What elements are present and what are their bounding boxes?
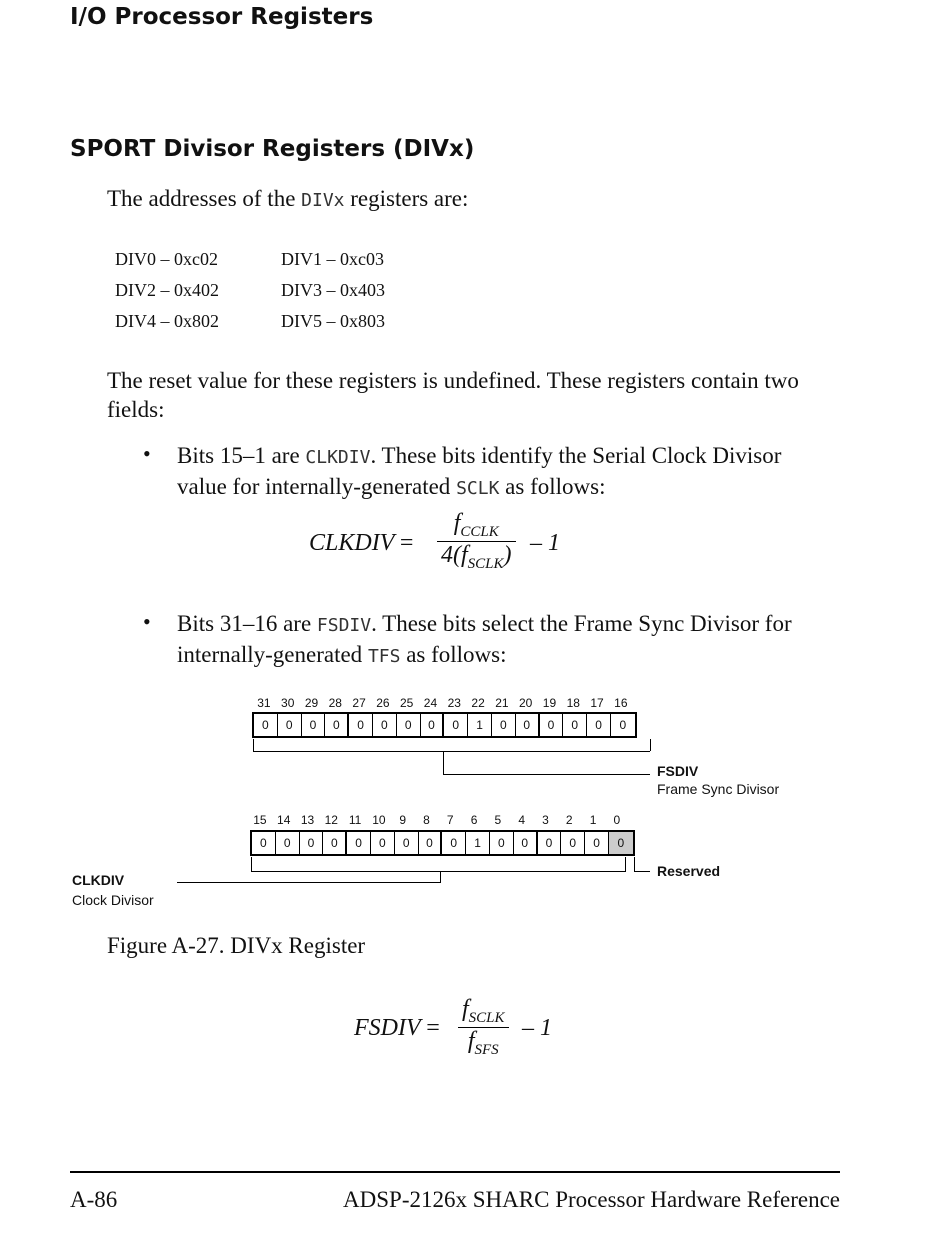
bit-cell: 0 — [323, 832, 347, 854]
page-header: I/O Processor Registers — [70, 4, 374, 30]
eq1-fraction: $f_{CCLK}$ $4(f_{SCLK})$ — [437, 510, 516, 573]
lower-bracket-left — [251, 857, 252, 871]
bit-cell: 0 — [302, 714, 326, 736]
bit-cell: 0 — [516, 714, 540, 736]
eq2-lhs: FSDIV = — [354, 1015, 440, 1041]
bit-number: 13 — [300, 813, 315, 827]
bit-cell: 0 — [300, 832, 324, 854]
bit-number: 27 — [352, 696, 366, 710]
address-div2: DIV2 – 0x402 — [115, 280, 219, 300]
upper-bracket-left — [253, 739, 254, 751]
footer-title: ADSP-2126x SHARC Processor Hardware Reference — [343, 1187, 840, 1212]
address-div3: DIV3 – 0x403 — [281, 280, 385, 300]
bit-cell: 0 — [585, 832, 609, 854]
bit-cell: 0 — [276, 832, 300, 854]
bit-number: 5 — [494, 813, 502, 827]
bit-number: 0 — [613, 813, 621, 827]
bit-cell: 0 — [563, 714, 587, 736]
bit-number: 6 — [470, 813, 478, 827]
bit-cell: 0 — [561, 832, 585, 854]
bit-number: 21 — [495, 696, 509, 710]
upper-bracket-right — [650, 739, 651, 751]
clkdiv-field-desc: Clock Divisor — [72, 892, 154, 908]
bit-number: 4 — [518, 813, 525, 827]
bit-cell: 0 — [421, 714, 445, 736]
bit-number: 10 — [372, 813, 386, 827]
bit-cell: 0 — [538, 832, 562, 854]
bit-number: 1 — [589, 813, 597, 827]
bit-number: 22 — [471, 696, 485, 710]
bit-cell: 0 — [419, 832, 443, 854]
address-div0: DIV0 – 0xc02 — [115, 249, 218, 269]
bit-number: 25 — [400, 696, 414, 710]
intro-text: The addresses of the DIVx registers are: — [107, 186, 469, 211]
bit-number: 30 — [281, 696, 295, 710]
eq2-tail: – 1 — [522, 1015, 552, 1041]
bit-number: 31 — [257, 696, 271, 710]
bit-cell: 0 — [278, 714, 302, 736]
fsdiv-leader-vertical — [443, 751, 444, 774]
bit-number: 19 — [542, 696, 557, 710]
bullet-marker-2: • — [143, 609, 151, 634]
bit-number: 24 — [423, 696, 438, 710]
bit-number: 14 — [277, 813, 291, 827]
bit-cell: 0 — [347, 832, 371, 854]
bit-number: 17 — [590, 696, 604, 710]
bullet-marker-1: • — [143, 441, 151, 466]
reserved-label: Reserved — [657, 863, 721, 879]
bit-number: 2 — [565, 813, 573, 827]
bit-cell: 0 — [587, 714, 611, 736]
reserved-leader-vertical — [634, 857, 635, 871]
reset-paragraph: The reset value for these registers is undefined. These registers contain two fields: — [107, 368, 799, 422]
bit-cell: 0 — [254, 714, 278, 736]
lower-bracket-right — [625, 857, 626, 871]
bit-number: 7 — [446, 813, 454, 827]
eq2-fraction: $f_{SCLK}$ $f_{SFS}$ — [458, 996, 509, 1059]
bullet-fsdiv-text: Bits 31–16 are FSDIV. These bits select the Frame Sync Divisor for internally-generated TFS as follows: — [177, 611, 792, 667]
bit-number: 9 — [399, 813, 407, 827]
bit-cell: 0 — [619, 718, 627, 732]
lower-bit-numbers — [248, 813, 629, 827]
bit-number: 23 — [447, 696, 461, 710]
fsdiv-field-desc: Frame Sync Divisor — [657, 781, 780, 797]
bit-number: 3 — [542, 813, 549, 827]
upper-bit-numbers — [252, 696, 633, 710]
figure-caption: Figure A-27. DIVx Register — [107, 933, 366, 958]
bit-cell: 0 — [371, 832, 395, 854]
bit-cell: 0 — [325, 714, 349, 736]
eq1-tail: – 1 — [530, 530, 560, 556]
bit-number: 15 — [253, 813, 267, 827]
upper-bracket-bottom — [253, 751, 650, 752]
address-div4: DIV4 – 0x802 — [115, 311, 219, 331]
bit-cell: 0 — [540, 714, 564, 736]
footer-page-number: A-86 — [70, 1187, 118, 1212]
upper-register-cells — [252, 712, 637, 738]
reserved-leader-horizontal — [634, 871, 650, 872]
bit-cell: 0 — [492, 714, 516, 736]
fsdiv-leader-horizontal — [443, 774, 650, 775]
section-title: SPORT Divisor Registers (DIVx) — [70, 136, 475, 162]
bit-number: 11 — [348, 813, 362, 827]
footer-rule — [70, 1171, 840, 1173]
address-div1: DIV1 – 0xc03 — [281, 249, 384, 269]
bit-number: 16 — [614, 696, 628, 710]
bit-cell: 0 — [349, 714, 373, 736]
bit-number: 26 — [376, 696, 390, 710]
bit-cell: 0 — [442, 832, 466, 854]
bit-number: 8 — [423, 813, 430, 827]
bit-cell: 0 — [444, 714, 468, 736]
fsdiv-field-label: FSDIV — [657, 763, 699, 779]
bit-cell: 0 — [373, 714, 397, 736]
bit-cell: 0 — [252, 832, 276, 854]
bit-cell: 0 — [395, 832, 419, 854]
lower-bracket-bottom — [251, 871, 626, 872]
bit-number: 29 — [304, 696, 319, 710]
bit-number: 28 — [328, 696, 342, 710]
address-div5: DIV5 – 0x803 — [281, 311, 385, 331]
bit-number: 20 — [518, 696, 533, 710]
lower-register-cells — [250, 830, 635, 856]
clkdiv-field-label: CLKDIV — [72, 872, 125, 888]
bit-cell: 0 — [397, 714, 421, 736]
bit-number: 12 — [324, 813, 338, 827]
bit-cell: 1 — [466, 832, 490, 854]
bullet-clkdiv-text: Bits 15–1 are CLKDIV. These bits identify the Serial Clock Divisor value for internally-generated SCLK as follows: — [177, 443, 782, 499]
eq1-lhs: CLKDIV = — [309, 530, 414, 556]
bit-cell: 0 — [514, 832, 538, 854]
bit-number: 18 — [566, 696, 580, 710]
bit-cell: 0 — [490, 832, 514, 854]
reserved-bit-cell: 0 — [609, 832, 633, 854]
clkdiv-leader-horizontal — [177, 882, 441, 883]
bit-cell: 1 — [468, 714, 492, 736]
